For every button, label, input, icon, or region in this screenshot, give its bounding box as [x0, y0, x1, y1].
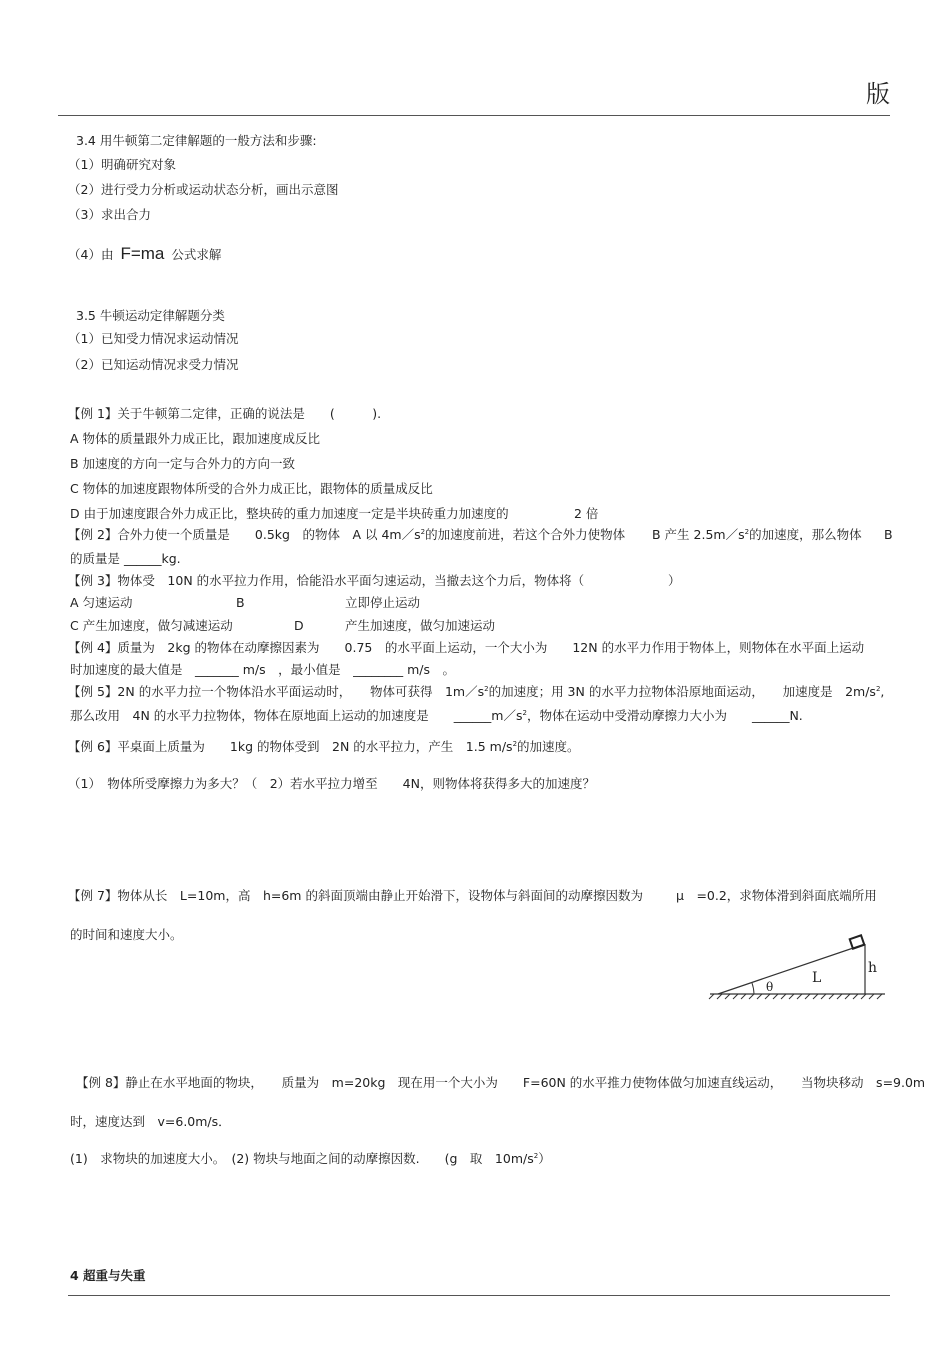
- example-4-line-2: 时加速度的最大值是 _______ m/s ，最小值是 ________ m/s 。: [70, 662, 455, 677]
- example-2-line-1: [68, 527, 625, 543]
- example-1-option-c: C 物体的加速度跟物体所受的合外力成正比，跟物体的质量成反比: [70, 481, 433, 496]
- example-8-line-2: 时，速度达到 v=6.0m/s．: [70, 1114, 231, 1129]
- section-3-5-heading: 3.5 牛顿运动定律解题分类: [76, 308, 225, 323]
- section-3-4-step-3: （3）求出合力: [68, 207, 151, 222]
- example-3-question: 【例 3】物体受 10N 的水平拉力作用，恰能沿水平面匀速运动，当撤去这个力后，物体将（: [68, 573, 585, 588]
- example-3-option-d-text: 产生加速度，做匀加速运动: [345, 618, 496, 633]
- example-5-part-c: 那么改用 4N 的水平力拉物体，物体在原地面上运动的加速度是 ______m／s: [70, 708, 523, 723]
- example-2-part-b: 的加速度前进，若这个合外力使物体: [425, 527, 626, 542]
- superscript-2: 2: [744, 527, 750, 536]
- example-1-option-a: A 物体的质量跟外力成正比，跟加速度成反比: [70, 431, 321, 446]
- example-3-question-end: ）: [668, 573, 681, 588]
- header-rule: [58, 115, 890, 116]
- ground-hatching: [709, 994, 882, 999]
- example-4-line-1: 【例 4】质量为 2kg 的物体在动摩擦因素为 0.75 的水平面上运动，一个大小为 12N 的水平力作用于物体上，则物体在水平面上运动: [68, 640, 865, 655]
- superscript-2: 2: [533, 1151, 539, 1160]
- example-8-line-1: 【例 8】静止在水平地面的物块， 质量为 m=20kg 现在用一个大小为 F=60N 的水平推力使物体做匀加速直线运动， 当物块移动 s=9.0m: [76, 1075, 926, 1090]
- example-1-option-b: B 加速度的方向一定与合外力的方向一致: [70, 456, 296, 471]
- example-7-line-1-end: μ =0.2，求物体滑到斜面底端所用: [676, 888, 877, 903]
- example-2-part-c: B 产生 2.5m／s: [652, 527, 745, 542]
- example-2-part-d: 的加速度，那么物体: [749, 527, 862, 542]
- formula-f-ma: F=ma: [120, 244, 165, 263]
- section-3-4-heading: 3.4 用牛顿第二定律解题的一般方法和步骤:: [76, 133, 317, 148]
- section-3-5-item-2: （2）已知运动情况求受力情况: [68, 357, 239, 372]
- example-8-line-3: [70, 1151, 551, 1167]
- example-3-option-b-text: 立即停止运动: [345, 595, 421, 610]
- superscript-2: 2: [875, 684, 881, 693]
- example-2-line-2: 的质量是 ______kg.: [70, 551, 181, 566]
- example-6-part-b: 的加速度。: [517, 739, 580, 754]
- section-3-4-step-4: [68, 246, 221, 263]
- example-3-option-a: A 匀速运动: [70, 595, 133, 610]
- step-4-prefix: （4）由: [68, 247, 114, 262]
- superscript-2: 2: [484, 684, 489, 693]
- example-1-option-d-end: 2 倍: [574, 506, 599, 521]
- example-3-option-d-letter: D: [294, 618, 304, 633]
- superscript-2: 2: [420, 527, 426, 536]
- example-2-part-a: 【例 2】合外力使一个质量是 0.5kg 的物体 A 以 4m／s: [68, 527, 421, 542]
- label-L: L: [812, 970, 822, 986]
- example-7-line-1: 【例 7】物体从长 L=10m，高 h=6m 的斜面顶端由静止开始滑下，设物体与斜面间的动摩擦因数为: [68, 888, 643, 903]
- block: [850, 935, 865, 948]
- example-3-option-c: C 产生加速度，做匀减速运动: [70, 618, 233, 633]
- example-1-question: 【例 1】关于牛顿第二定律，正确的说法是 ( ).: [68, 406, 382, 421]
- example-5-part-d: ，物体在运动中受滑动摩擦力大小为 ______N.: [526, 708, 803, 723]
- section-3-4-step-1: （1）明确研究对象: [68, 157, 176, 172]
- example-1-option-d: D 由于加速度跟合外力成正比，整块砖的重力加速度一定是半块砖重力加速度的: [70, 506, 509, 521]
- incline-slope: [718, 944, 865, 994]
- example-6-subquestions: （1） 物体所受摩擦力为多大？（ 2）若水平拉力增至 4N，则物体将获得多大的加速度？: [68, 776, 595, 791]
- section-4-heading: 4 超重与失重: [70, 1268, 146, 1283]
- incline-figure: [700, 928, 895, 1000]
- angle-arc: [752, 983, 754, 994]
- label-theta: θ: [766, 980, 774, 994]
- example-7-line-2: 的时间和速度大小。: [70, 927, 183, 942]
- superscript-2: 2: [522, 708, 527, 717]
- example-6-question: [68, 739, 580, 755]
- example-3-option-b-letter: B: [236, 595, 245, 610]
- example-8-part-b: ）: [538, 1151, 551, 1166]
- example-5-part-a: 【例 5】2N 的水平力拉一个物体沿水平面运动时， 物体可获得 1m／s: [68, 684, 485, 699]
- label-h: h: [868, 960, 878, 976]
- step-4-suffix: 公式求解: [171, 247, 222, 262]
- example-8-part-a: (1) 求物块的加速度大小。 (2) 物块与地面之间的动摩擦因数. (g 取 10m/s: [70, 1151, 534, 1166]
- example-6-part-a: 【例 6】平桌面上质量为 1kg 的物体受到 2N 的水平拉力，产生 1.5 m/s: [68, 739, 513, 754]
- section-3-4-step-2: （2）进行受力分析或运动状态分析，画出示意图: [68, 182, 339, 197]
- example-5-line-2: [70, 708, 803, 724]
- header-title: 版: [866, 80, 890, 108]
- section-3-5-item-1: （1）已知受力情况求运动情况: [68, 331, 239, 346]
- example-2-line-1-c: [652, 527, 862, 543]
- superscript-2: 2: [512, 739, 518, 748]
- footer-rule: [68, 1295, 890, 1296]
- example-2-line-1-e: B: [884, 527, 893, 542]
- example-5-part-b: 的加速度；用 3N 的水平力拉物体沿原地面运动， 加速度是 2m/s: [488, 684, 876, 699]
- example-5-line-1: 【例 5】2N 的水平力拉一个物体沿水平面运动时， 物体可获得 $1m/s^2$的加速度；用 3N 的水平力拉物体沿原地面运动， 加速度是 $2m/s^2$,: [68, 684, 885, 699]
